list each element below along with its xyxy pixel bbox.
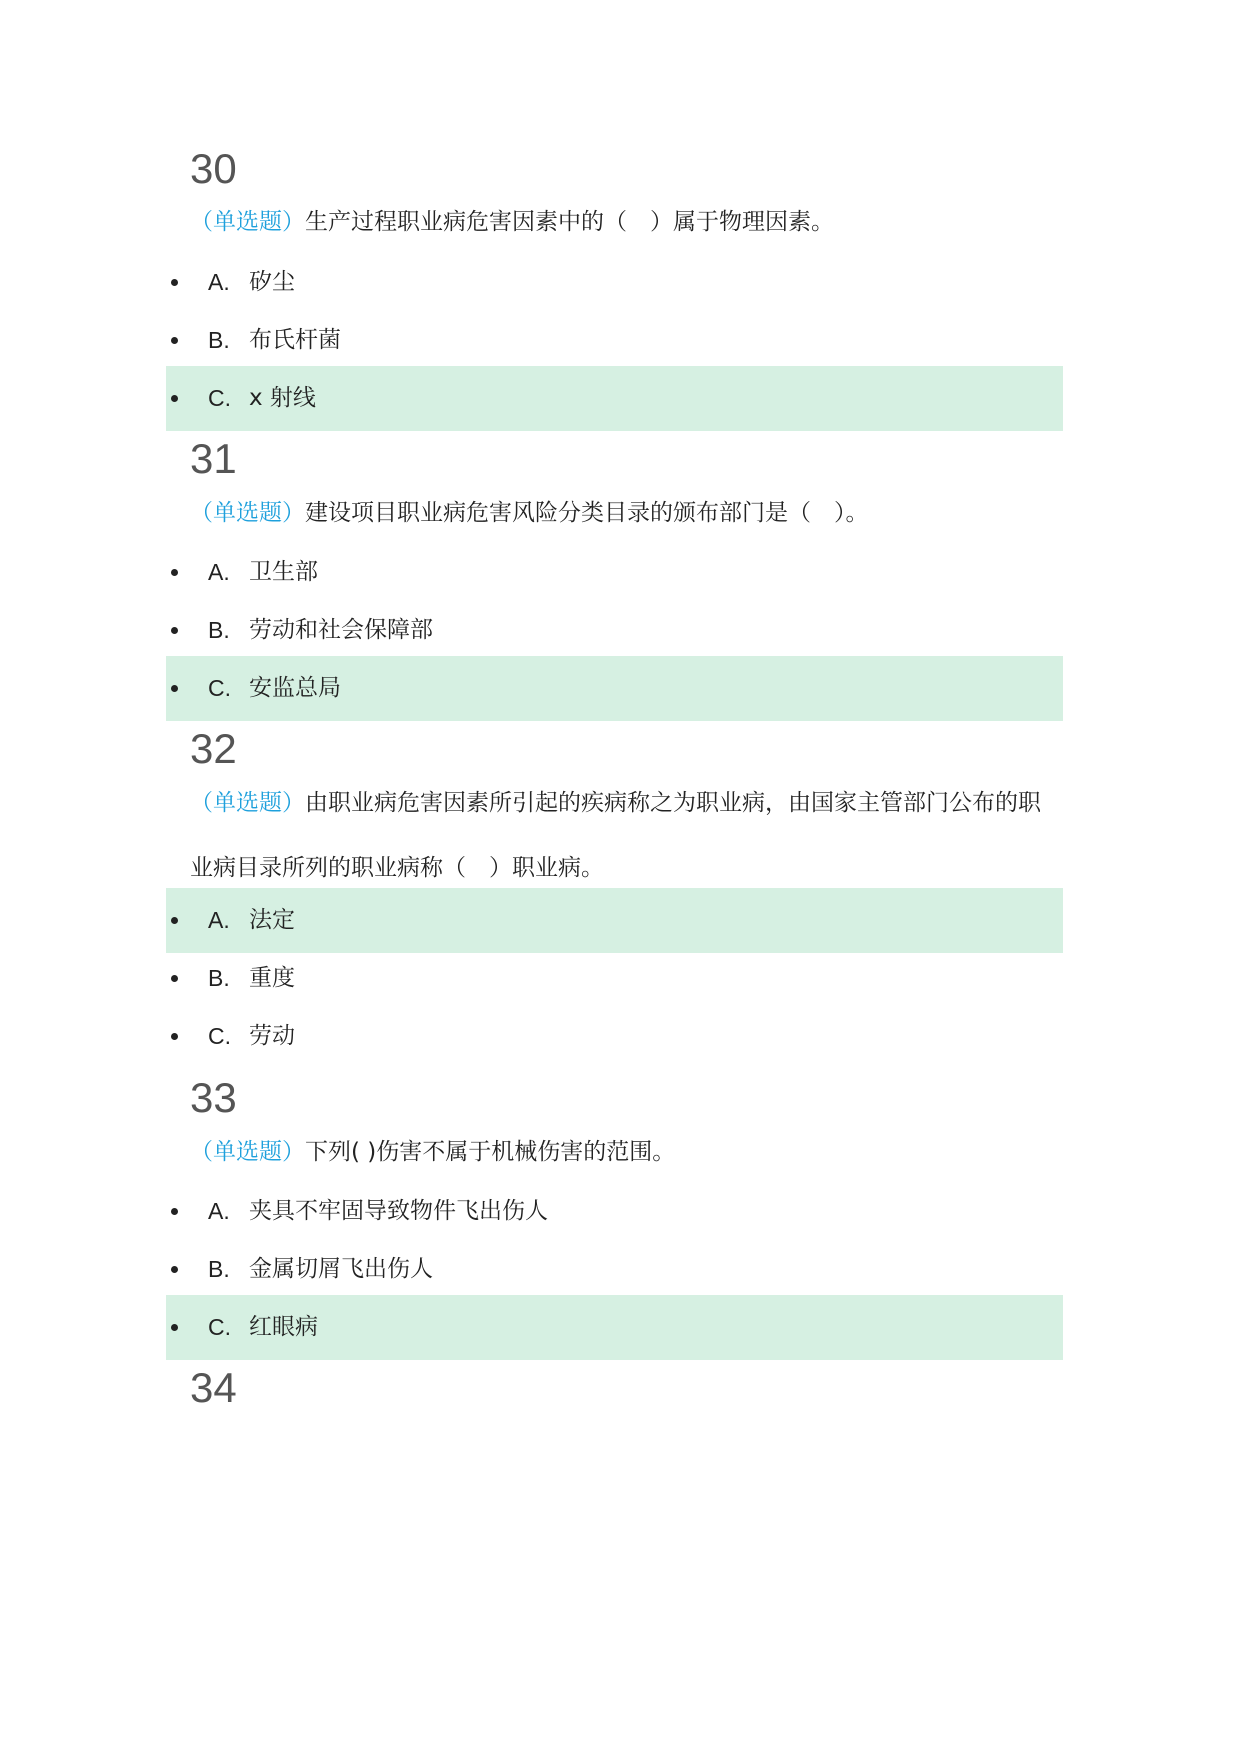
question-text: 下列( )伤害不属于机械伤害的范围。: [305, 1139, 676, 1165]
bullet-icon: [171, 279, 178, 286]
option-item-correct[interactable]: [166, 1295, 1063, 1360]
option-text: 重度: [249, 965, 295, 991]
bullet-icon: [171, 1033, 178, 1040]
question-number: 32: [190, 725, 237, 772]
option-letter: B.: [208, 965, 230, 991]
option-item[interactable]: [166, 1004, 1063, 1069]
option-text: 矽尘: [249, 269, 295, 295]
option-letter: C.: [208, 1314, 231, 1340]
option-text: 金属切屑飞出伤人: [249, 1256, 433, 1282]
option-text: 夹具不牢固导致物件飞出伤人: [249, 1198, 548, 1224]
option-text: 劳动: [249, 1023, 295, 1049]
option-item[interactable]: [166, 598, 1063, 663]
option-text: 布氏杆菌: [249, 327, 341, 353]
option-letter: A.: [208, 559, 230, 585]
bullet-icon: [171, 337, 178, 344]
option-item[interactable]: [166, 1237, 1063, 1302]
option-item[interactable]: [166, 308, 1063, 373]
bullet-icon: [171, 1208, 178, 1215]
option-text: 法定: [249, 907, 295, 933]
option-text: 劳动和社会保障部: [249, 617, 433, 643]
option-item[interactable]: [166, 540, 1063, 605]
question-number: 33: [190, 1074, 237, 1121]
question-type-label: （单选题）: [190, 790, 305, 816]
question-text: 由职业病危害因素所引起的疾病称之为职业病，由国家主管部门公布的职业病目录所列的职业病称（ ）职业病。: [190, 790, 1041, 881]
bullet-icon: [171, 1324, 178, 1331]
question-type-label: （单选题）: [190, 500, 305, 526]
option-text: 卫生部: [249, 559, 318, 585]
question-type-label: （单选题）: [190, 209, 305, 235]
option-letter: B.: [208, 327, 230, 353]
bullet-icon: [171, 569, 178, 576]
bullet-icon: [171, 627, 178, 634]
option-letter: B.: [208, 1256, 230, 1282]
option-letter: C.: [208, 385, 231, 411]
question-number: 30: [190, 145, 237, 192]
bullet-icon: [171, 917, 178, 924]
question-text: 生产过程职业病危害因素中的（ ）属于物理因素。: [305, 209, 834, 235]
bullet-icon: [171, 685, 178, 692]
question-number: 34: [190, 1364, 237, 1411]
option-letter: B.: [208, 617, 230, 643]
option-letter: C.: [208, 675, 231, 701]
option-item-correct[interactable]: [166, 656, 1063, 721]
question-stem: [190, 481, 1060, 546]
option-letter: A.: [208, 1198, 230, 1224]
question-stem: [190, 1120, 1060, 1185]
option-item-correct[interactable]: [166, 366, 1063, 431]
option-item[interactable]: [166, 250, 1063, 315]
question-stem: [190, 771, 1060, 901]
bullet-icon: [171, 395, 178, 402]
bullet-icon: [171, 1266, 178, 1273]
option-item[interactable]: [166, 1179, 1063, 1244]
option-text: 红眼病: [249, 1314, 318, 1340]
option-item[interactable]: [166, 946, 1063, 1011]
option-text: 安监总局: [249, 675, 341, 701]
option-text: x 射线: [249, 385, 316, 411]
option-letter: A.: [208, 907, 230, 933]
option-item-correct[interactable]: [166, 888, 1063, 953]
bullet-icon: [171, 975, 178, 982]
question-number: 31: [190, 435, 237, 482]
option-letter: C.: [208, 1023, 231, 1049]
option-letter: A.: [208, 269, 230, 295]
question-text: 建设项目职业病危害风险分类目录的颁布部门是（ ）。: [305, 500, 869, 526]
question-type-label: （单选题）: [190, 1139, 305, 1165]
question-stem: [190, 190, 1060, 255]
